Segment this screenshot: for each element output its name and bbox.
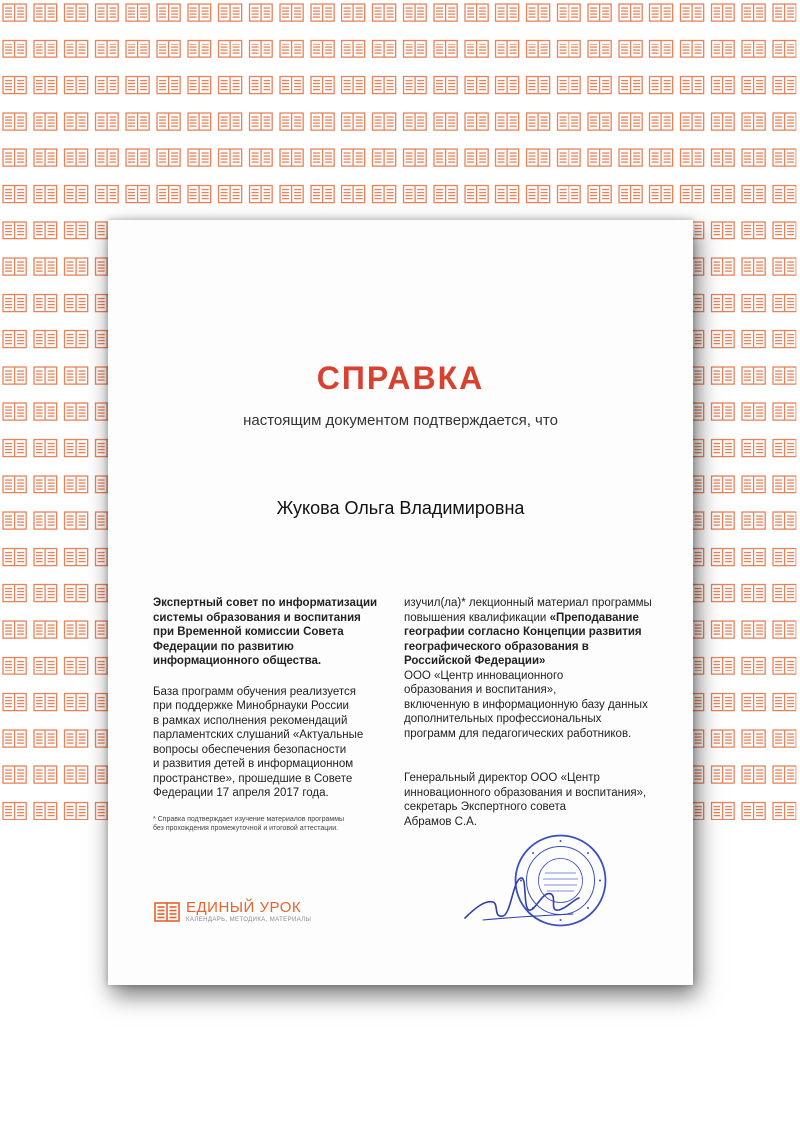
signatory-text: Генеральный директор ООО «Центр инновационного образования и воспитания», секретарь Экспертного совета Абрамов С.А.	[404, 772, 647, 828]
certificate-title: СПРАВКА	[316, 360, 485, 396]
certificate-sheet	[108, 220, 693, 985]
program-body: ООО «Центр инновационного образования и воспитания», включенную в информационную базу данных дополнительных профессиональных программ для педагогических работников.	[404, 669, 648, 740]
certificate-subtitle: настоящим документом подтверждается, что	[243, 412, 558, 429]
footnote: * Справка подтверждает изучение материалов программы без прохождения промежуточной и итоговой аттестации.	[153, 815, 345, 832]
book-logo-icon	[154, 901, 180, 923]
program-intro: изучил(ла)* лекционный материал программы повышения квалификации	[404, 597, 652, 624]
program-name: «Преподавание географии согласно Концепции развития географического образования в Российской Федерации»	[404, 611, 642, 667]
director-signature	[463, 860, 583, 930]
edinyi-urok-logo	[154, 900, 311, 924]
recipient-name: Жукова Ольга Владимировна	[276, 498, 525, 518]
logo-tagline: КАЛЕНДАРЬ, МЕТОДИКА, МАТЕРИАЛЫ	[186, 917, 312, 923]
program-paragraph	[404, 596, 672, 669]
logo-name: ЕДИНЫЙ УРОК	[186, 899, 302, 916]
right-column	[404, 596, 672, 829]
program-base-text: База программ обучения реализуется при поддержке Минобрнауки России в рамках исполнения рекомендаций парламентских слушаний «Актуальные вопросы обеспечения безопасности и развития детей в информационном пространстве», прошедшие в Совете Федерации 17 апреля 2017 года.	[153, 685, 364, 799]
expert-council-heading: Экспертный совет по информатизации системы образования и воспитания при Временной комиссии Совета Федерации по развитию информационного общества.	[153, 597, 378, 667]
left-column	[153, 596, 398, 833]
